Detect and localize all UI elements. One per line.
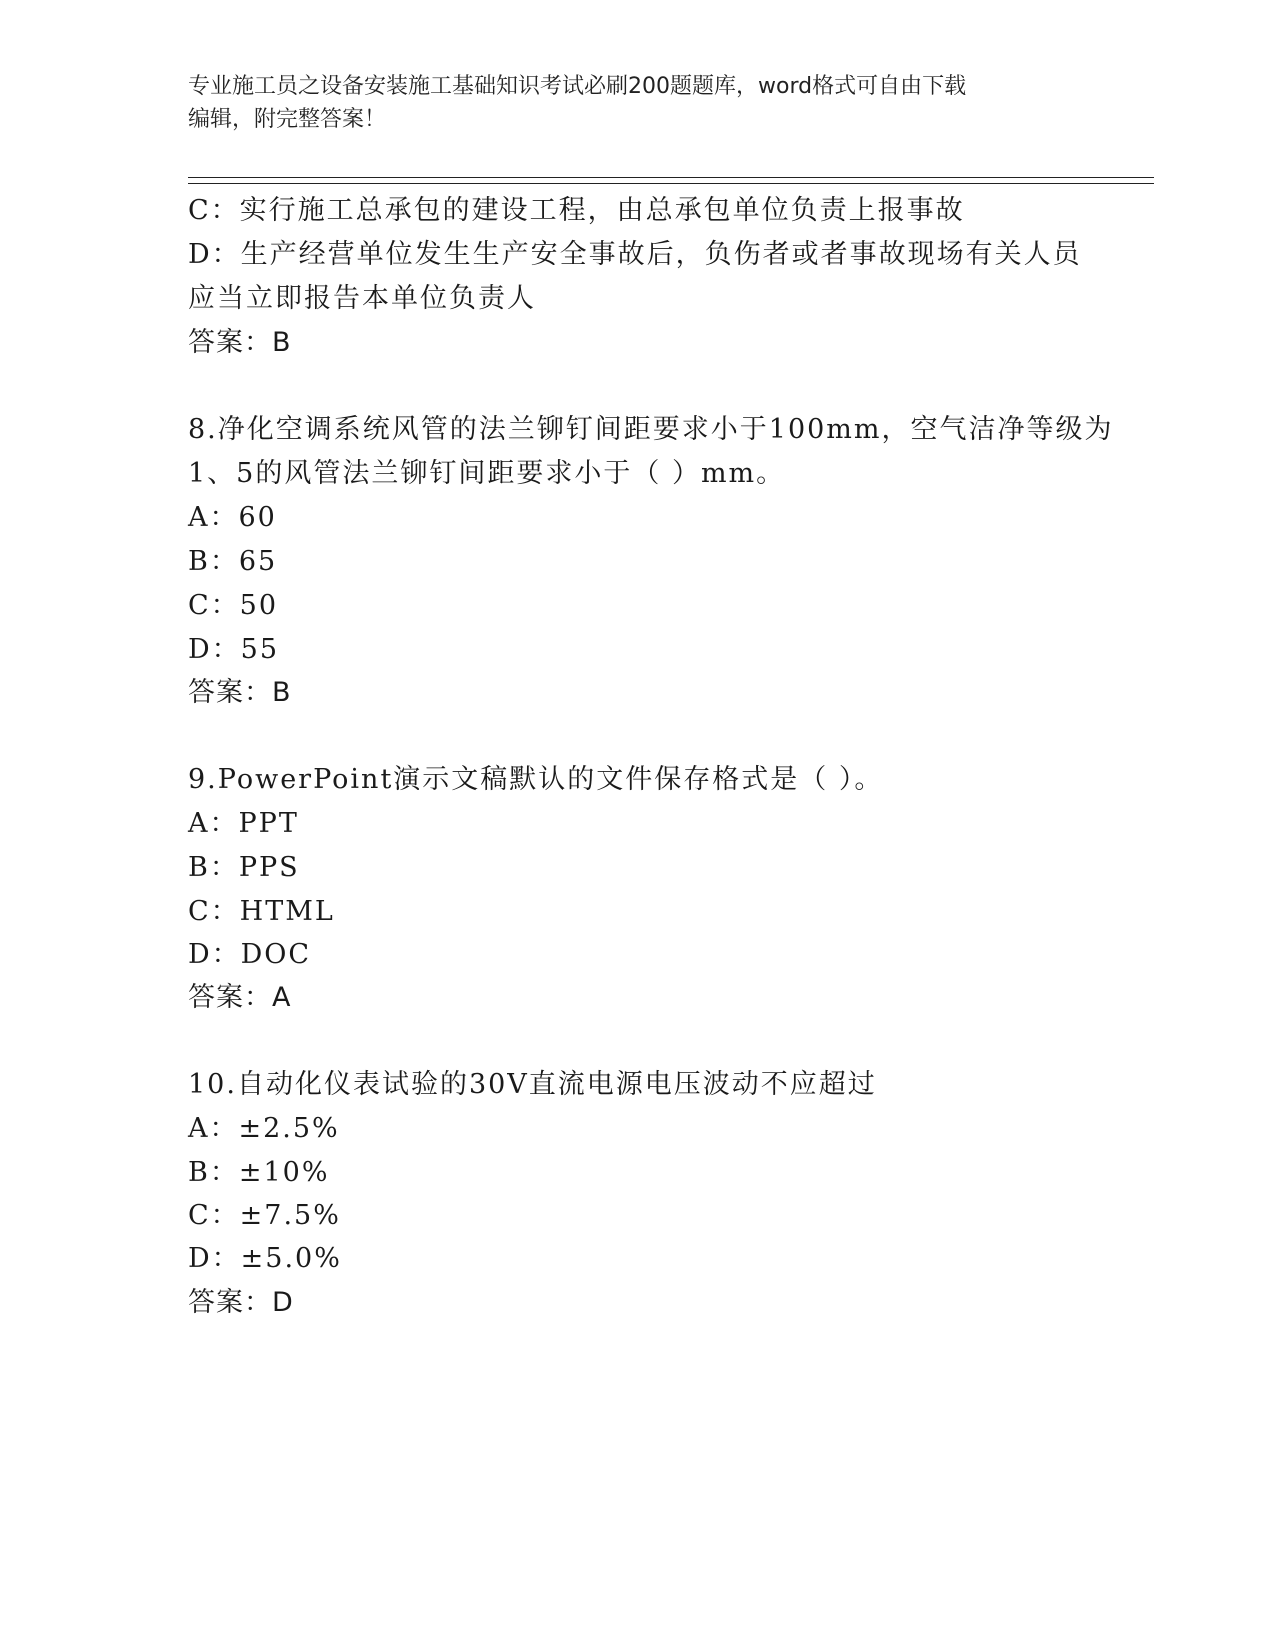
question-9-option-d: D：DOC: [188, 939, 312, 970]
question-9-answer: 答案：A: [188, 982, 292, 1013]
question-10-option-b: B：±10%: [188, 1157, 330, 1188]
header-divider-top: [188, 177, 1154, 178]
question-9-option-a: A：PPT: [188, 808, 299, 839]
question-8-stem-line2: 1、5的风管法兰铆钉间距要求小于（ ）mm。: [188, 458, 786, 489]
question-8-option-d: D：55: [188, 634, 280, 665]
question-9-option-b: B：PPS: [188, 852, 300, 883]
question-8-option-a: A：60: [188, 502, 277, 533]
question-9-stem: 9.PowerPoint演示文稿默认的文件保存格式是（ ）。: [188, 764, 884, 795]
question-10-stem: 10.自动化仪表试验的30V直流电源电压波动不应超过: [188, 1069, 877, 1100]
prev-option-d-line1: D：生产经营单位发生生产安全事故后，负伤者或者事故现场有关人员: [188, 239, 1082, 270]
prev-option-c: C：实行施工总承包的建设工程，由总承包单位负责上报事故: [188, 195, 965, 226]
header-divider-bottom: [188, 183, 1154, 184]
header-title-line1: 专业施工员之设备安装施工基础知识考试必刷200题题库，word格式可自由下载: [188, 74, 967, 99]
question-10-option-c: C：±7.5%: [188, 1200, 341, 1231]
question-10-option-d: D：±5.0%: [188, 1243, 342, 1274]
prev-answer: 答案：B: [188, 327, 292, 358]
question-8-option-c: C：50: [188, 590, 279, 621]
question-10-answer: 答案：D: [188, 1287, 294, 1318]
question-8-answer: 答案：B: [188, 677, 292, 708]
header-title-line2: 编辑，附完整答案！: [188, 107, 387, 132]
question-10-option-a: A：±2.5%: [188, 1113, 340, 1144]
question-8-stem-line1: 8.净化空调系统风管的法兰铆钉间距要求小于100mm，空气洁净等级为: [188, 414, 1114, 445]
prev-option-d-line2: 应当立即报告本单位负责人: [188, 283, 536, 314]
document-header: [188, 70, 1088, 136]
question-8-option-b: B：65: [188, 546, 278, 577]
question-9-option-c: C：HTML: [188, 896, 335, 927]
